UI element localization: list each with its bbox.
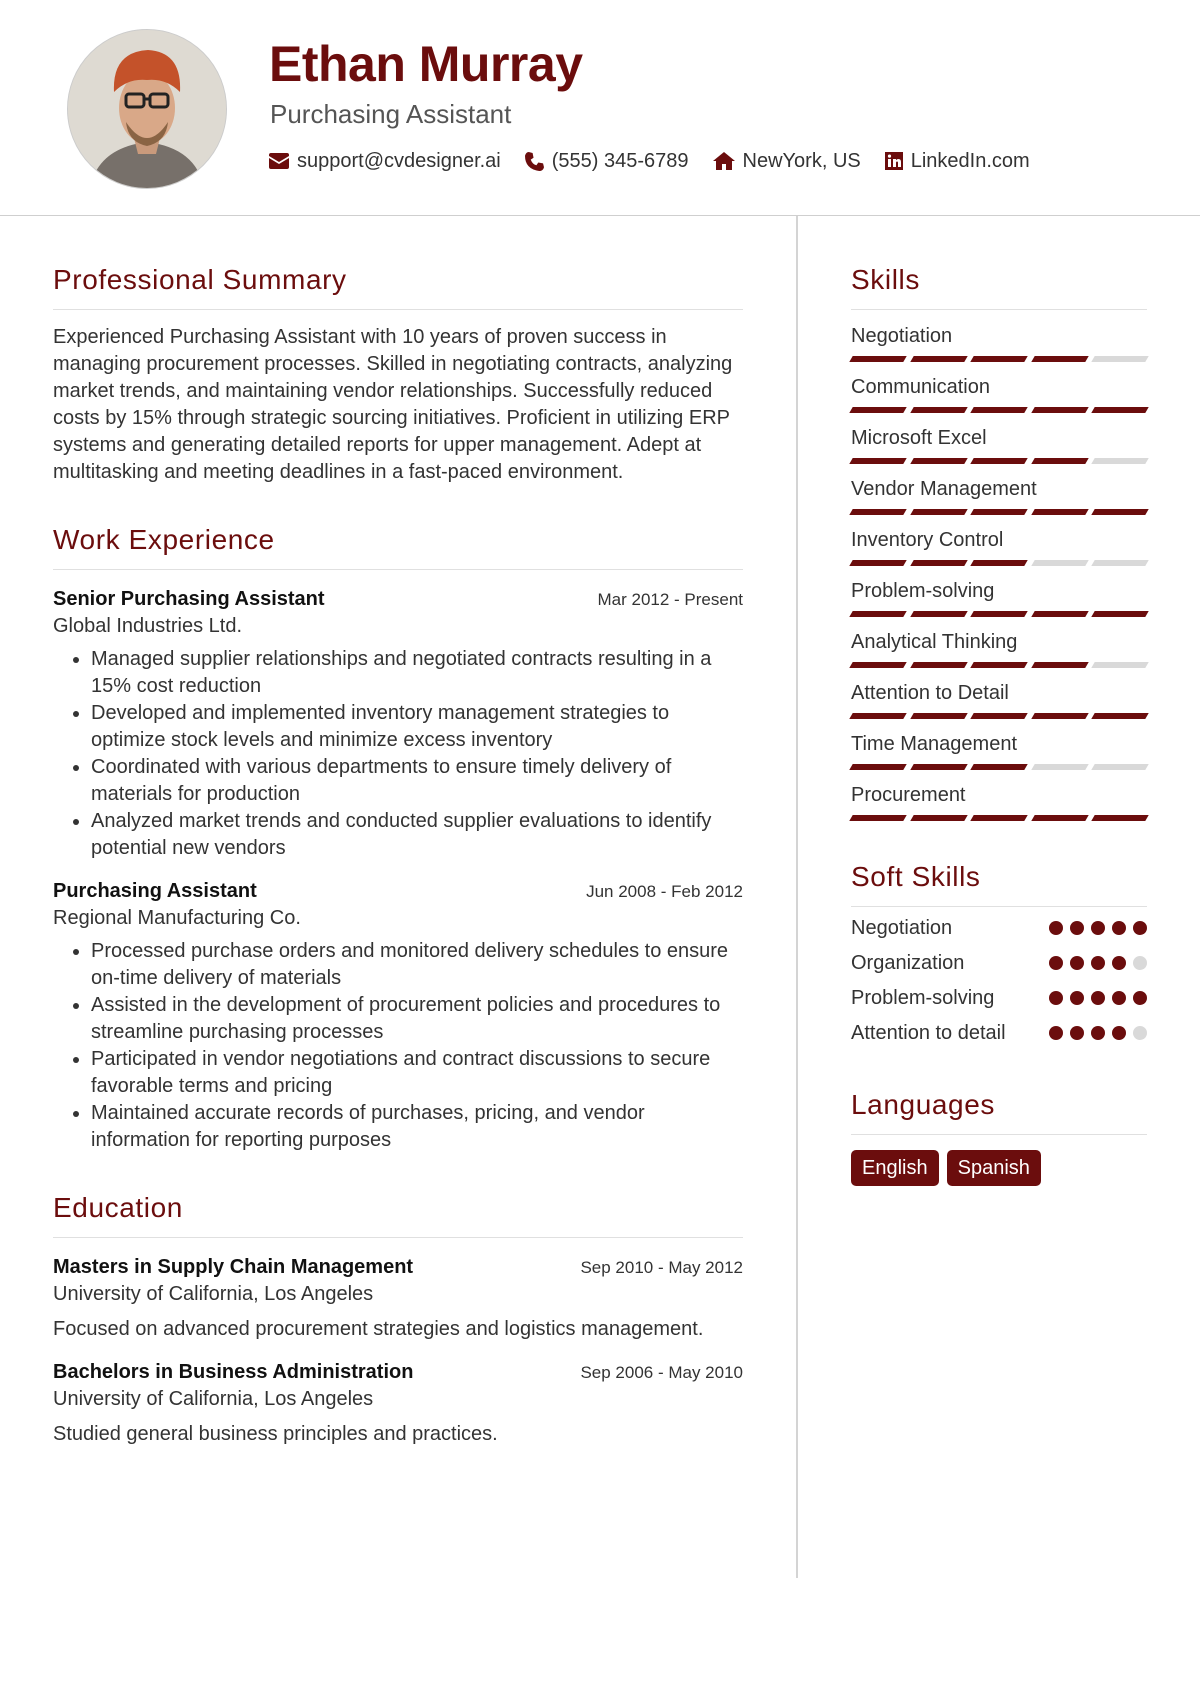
rating-dot-filled — [1112, 1026, 1126, 1040]
rating-dot-filled — [1133, 921, 1147, 935]
job-header — [53, 878, 743, 905]
experience-heading: Work Experience — [53, 522, 743, 570]
skill-level-segment-filled — [1031, 356, 1088, 362]
summary-section — [53, 262, 743, 486]
skill-level-segment-filled — [970, 764, 1027, 770]
skill-name: Communication — [851, 376, 990, 398]
contact-linkedin-text: LinkedIn.com — [910, 150, 1030, 172]
skill-level-segment-filled — [849, 356, 906, 362]
skill-level-segment-filled — [910, 560, 967, 566]
skill-level-segment-filled — [910, 662, 967, 668]
education-entry — [53, 1254, 743, 1343]
skill-level-bar — [851, 815, 1147, 821]
home-icon — [713, 152, 735, 170]
sidebar-column — [851, 262, 1147, 1186]
contact-location-text: NewYork, US — [742, 150, 861, 172]
languages-heading: Languages — [851, 1087, 1147, 1135]
skill-level-segment-filled — [1031, 815, 1088, 821]
job-bullet: • Processed purchase orders and monitored delivery schedules to ensure on-time delivery of materials — [91, 938, 743, 992]
rating-dot-filled — [1091, 1026, 1105, 1040]
education-entry — [53, 1359, 743, 1448]
school-name: University of California, Los Angeles — [53, 1388, 374, 1410]
contact-email[interactable] — [269, 147, 501, 175]
job-list — [53, 586, 743, 1154]
skill-item — [851, 782, 1147, 821]
job-date: Mar 2012 - Present — [597, 590, 743, 609]
linkedin-icon — [885, 152, 903, 170]
skill-name: Negotiation — [851, 325, 953, 347]
soft-skills-section — [851, 859, 1147, 1047]
skill-level-segment-filled — [849, 560, 906, 566]
job-company: Regional Manufacturing Co. — [53, 907, 301, 929]
job-bullet: • Maintained accurate records of purchases, pricing, and vendor information for reporting purposes — [91, 1100, 743, 1154]
job-bullet: • Participated in vendor negotiations and contract discussions to secure favorable terms and pricing — [91, 1046, 743, 1100]
education-section — [53, 1190, 743, 1448]
skill-level-segment-filled — [970, 713, 1027, 719]
skill-level-segment-empty — [1031, 560, 1088, 566]
education-date: Sep 2010 - May 2012 — [580, 1258, 743, 1277]
skill-level-segment-filled — [910, 509, 967, 515]
rating-dot-filled — [1091, 921, 1105, 935]
job-date: Jun 2008 - Feb 2012 — [586, 882, 743, 901]
skill-level-segment-filled — [910, 407, 967, 413]
rating-dot-filled — [1091, 991, 1105, 1005]
skill-level-segment-filled — [1031, 611, 1088, 617]
skills-list — [851, 323, 1147, 821]
skill-name: Analytical Thinking — [851, 631, 1018, 653]
soft-skills-list — [851, 914, 1147, 1047]
skill-level-segment-filled — [1031, 407, 1088, 413]
skill-level-segment-filled — [910, 611, 967, 617]
skill-level-segment-filled — [1092, 713, 1149, 719]
language-badge: English — [851, 1150, 939, 1186]
soft-skill-name: Problem-solving — [851, 987, 995, 1009]
rating-dot-filled — [1070, 991, 1084, 1005]
soft-skill-item — [851, 914, 1147, 942]
skill-level-segment-empty — [1031, 764, 1088, 770]
skill-level-segment-filled — [910, 713, 967, 719]
profile-photo — [67, 29, 227, 189]
profile-photo-illustration — [68, 30, 226, 188]
skill-name: Attention to Detail — [851, 682, 1009, 704]
job-bullets — [53, 646, 743, 862]
skill-name: Vendor Management — [851, 478, 1037, 500]
skill-level-segment-empty — [1092, 560, 1149, 566]
skill-item — [851, 527, 1147, 566]
skill-level-segment-empty — [1092, 356, 1149, 362]
job-entry — [53, 586, 743, 862]
soft-skill-rating — [1049, 949, 1147, 970]
job-bullets — [53, 938, 743, 1154]
rating-dot-filled — [1049, 956, 1063, 970]
soft-skill-item — [851, 1019, 1147, 1047]
skill-item — [851, 425, 1147, 464]
envelope-icon — [269, 153, 289, 169]
language-badge: Spanish — [947, 1150, 1041, 1186]
skill-level-segment-filled — [910, 458, 967, 464]
skill-item — [851, 476, 1147, 515]
soft-skills-heading: Soft Skills — [851, 859, 1147, 907]
skill-level-segment-filled — [970, 611, 1027, 617]
skill-level-segment-filled — [910, 815, 967, 821]
skill-level-segment-filled — [1031, 662, 1088, 668]
language-list — [851, 1150, 1147, 1186]
skill-level-bar — [851, 458, 1147, 464]
skill-level-segment-filled — [1092, 407, 1149, 413]
skill-level-segment-filled — [849, 458, 906, 464]
contact-email-text: support@cvdesigner.ai — [297, 150, 501, 172]
skill-level-segment-filled — [849, 764, 906, 770]
skill-level-segment-filled — [1031, 458, 1088, 464]
rating-dot-filled — [1070, 921, 1084, 935]
skill-level-segment-filled — [1092, 611, 1149, 617]
soft-skill-item — [851, 984, 1147, 1012]
job-title: Purchasing Assistant — [53, 880, 257, 902]
skill-level-segment-filled — [970, 509, 1027, 515]
job-bullet: • Analyzed market trends and conducted supplier evaluations to identify potential new vendors — [91, 808, 743, 862]
languages-section — [851, 1087, 1147, 1186]
skill-level-segment-filled — [849, 815, 906, 821]
skill-level-segment-filled — [1031, 509, 1088, 515]
skill-level-bar — [851, 356, 1147, 362]
soft-skill-name: Organization — [851, 952, 965, 974]
phone-icon — [525, 152, 544, 171]
main-column — [53, 262, 743, 1448]
soft-skill-rating — [1049, 914, 1147, 935]
education-description: Focused on advanced procurement strategies and logistics management. — [53, 1318, 704, 1340]
job-bullet: • Developed and implemented inventory management strategies to optimize stock levels and minimize excess inventory — [91, 700, 743, 754]
rating-dot-filled — [1049, 991, 1063, 1005]
contact-phone[interactable] — [525, 147, 689, 175]
skill-level-segment-filled — [970, 356, 1027, 362]
rating-dot-filled — [1070, 956, 1084, 970]
skill-level-segment-filled — [1092, 509, 1149, 515]
rating-dot-filled — [1112, 921, 1126, 935]
rating-dot-empty — [1133, 956, 1147, 970]
soft-skill-rating — [1049, 1019, 1147, 1040]
skill-item — [851, 323, 1147, 362]
skill-level-segment-filled — [970, 407, 1027, 413]
skill-level-segment-filled — [910, 356, 967, 362]
skill-level-segment-filled — [970, 662, 1027, 668]
skill-level-bar — [851, 407, 1147, 413]
experience-section — [53, 522, 743, 1154]
job-bullet: • Coordinated with various departments to ensure timely delivery of materials for production — [91, 754, 743, 808]
skill-level-segment-filled — [849, 713, 906, 719]
skill-level-bar — [851, 560, 1147, 566]
skill-level-bar — [851, 611, 1147, 617]
school-name: University of California, Los Angeles — [53, 1283, 374, 1305]
rating-dot-filled — [1091, 956, 1105, 970]
skill-item — [851, 731, 1147, 770]
skill-level-segment-filled — [849, 509, 906, 515]
education-heading: Education — [53, 1190, 743, 1238]
soft-skill-rating — [1049, 984, 1147, 1005]
rating-dot-filled — [1070, 1026, 1084, 1040]
skill-name: Time Management — [851, 733, 1017, 755]
skill-level-bar — [851, 713, 1147, 719]
skill-level-bar — [851, 764, 1147, 770]
skills-heading: Skills — [851, 262, 1147, 310]
job-company: Global Industries Ltd. — [53, 615, 242, 637]
job-bullet: • Managed supplier relationships and negotiated contracts resulting in a 15% cost reduction — [91, 646, 743, 700]
education-date: Sep 2006 - May 2010 — [580, 1363, 743, 1382]
degree-title: Masters in Supply Chain Management — [53, 1256, 414, 1278]
degree-title: Bachelors in Business Administration — [53, 1361, 414, 1383]
soft-skill-name: Attention to detail — [851, 1022, 1006, 1044]
skill-level-segment-filled — [849, 407, 906, 413]
education-description: Studied general business principles and practices. — [53, 1423, 498, 1445]
summary-text: Experienced Purchasing Assistant with 10 years of proven success in managing procurement processes. Skilled in negotiating contracts, analyzing market trends, and maintaining vendor relationships. Successfully reduced costs by 15% through strategic sourcing initiatives. Proficient in utilizing ERP systems and generating detailed reports for upper management. Adept at multitasking and meeting deadlines in a fast-paced environment. — [53, 326, 733, 483]
skill-level-segment-filled — [1031, 713, 1088, 719]
column-divider — [796, 216, 798, 1578]
candidate-title: Purchasing Assistant — [270, 99, 512, 129]
rating-dot-filled — [1112, 991, 1126, 1005]
contact-phone-text: (555) 345-6789 — [551, 150, 689, 172]
resume-header — [0, 0, 1200, 216]
soft-skill-item — [851, 949, 1147, 977]
skill-item — [851, 578, 1147, 617]
skill-level-segment-filled — [910, 764, 967, 770]
skill-level-segment-empty — [1092, 662, 1149, 668]
skill-level-segment-filled — [970, 815, 1027, 821]
skill-name: Problem-solving — [851, 580, 995, 602]
skill-name: Procurement — [851, 784, 966, 806]
skill-level-bar — [851, 509, 1147, 515]
education-header — [53, 1254, 743, 1281]
rating-dot-empty — [1133, 1026, 1147, 1040]
skill-level-segment-filled — [849, 611, 906, 617]
skill-level-segment-empty — [1092, 764, 1149, 770]
skill-name: Inventory Control — [851, 529, 1004, 551]
skills-section — [851, 262, 1147, 821]
rating-dot-filled — [1049, 921, 1063, 935]
contact-linkedin[interactable] — [885, 147, 1030, 175]
job-entry — [53, 878, 743, 1154]
summary-heading: Professional Summary — [53, 262, 743, 310]
rating-dot-filled — [1049, 1026, 1063, 1040]
skill-level-segment-filled — [970, 560, 1027, 566]
job-bullet: • Assisted in the development of procurement policies and procedures to streamline purchasing processes — [91, 992, 743, 1046]
skill-level-segment-filled — [849, 662, 906, 668]
skill-item — [851, 374, 1147, 413]
skill-level-segment-filled — [970, 458, 1027, 464]
education-list — [53, 1254, 743, 1448]
rating-dot-filled — [1133, 991, 1147, 1005]
skill-level-segment-filled — [1092, 815, 1149, 821]
rating-dot-filled — [1112, 956, 1126, 970]
skill-item — [851, 680, 1147, 719]
skill-name: Microsoft Excel — [851, 427, 987, 449]
contact-location — [713, 147, 861, 175]
job-title: Senior Purchasing Assistant — [53, 588, 325, 610]
contact-bar — [269, 147, 1054, 175]
job-header — [53, 586, 743, 613]
candidate-name: Ethan Murray — [269, 36, 583, 92]
soft-skill-name: Negotiation — [851, 917, 953, 939]
skill-item — [851, 629, 1147, 668]
education-header — [53, 1359, 743, 1386]
skill-level-bar — [851, 662, 1147, 668]
skill-level-segment-empty — [1092, 458, 1149, 464]
